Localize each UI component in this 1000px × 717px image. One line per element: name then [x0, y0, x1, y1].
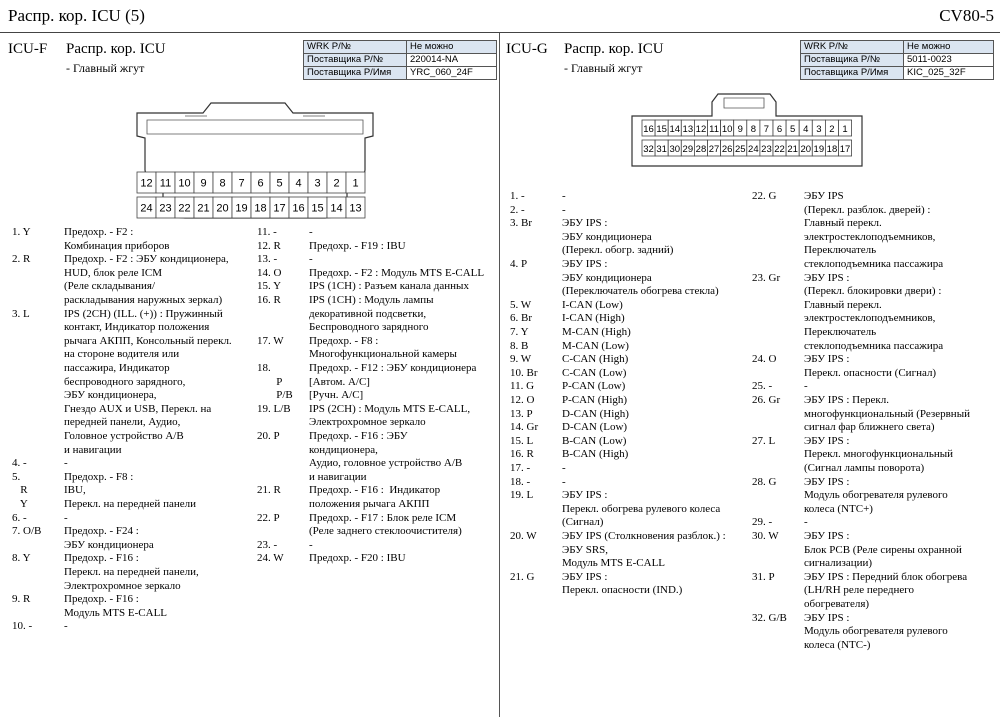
pin-description: Предохр. - F20 : IBU: [309, 552, 406, 565]
connector-title: Распр. кор. ICU: [66, 41, 166, 57]
connector-diagram: [630, 88, 865, 168]
pin-label: 19. L: [510, 489, 534, 502]
pin-description: C-CAN (High): [562, 353, 629, 366]
pin-description: B-CAN (High): [562, 448, 629, 461]
pin-description: IPS (2CH) : Модуль MTS E-CALL, Электрохромное зеркало: [309, 402, 471, 429]
pin-description: ЭБУ IPS (Перекл. разблок. дверей) : Главный перекл. электростеклоподъемников, Переключатель стеклоподъемника пассажира: [804, 190, 944, 270]
pin-number: 2: [829, 124, 835, 135]
pin-label: 22. G: [752, 190, 777, 202]
pin-label: 13. -: [257, 253, 278, 266]
info-key: WRK P/№: [801, 41, 904, 54]
pin-number: 22: [178, 202, 191, 215]
pin-description: Перекл. на передней панели: [64, 498, 196, 510]
pin-number: 18: [254, 202, 267, 215]
pin-number: 21: [197, 202, 210, 215]
pin-number: 24: [748, 144, 759, 155]
pin-description: ЭБУ IPS : (Перекл. блокировки двери) : Главный перекл. электростеклоподъемников, Переключатель стеклоподъемника пассажира: [804, 271, 944, 352]
pin-description: -: [64, 457, 68, 470]
pin-description: Предохр. - F16 : ЭБУ кондиционера, Аудио, головное устройство A/B и навигации: [309, 430, 463, 483]
pin-number: 1: [842, 124, 848, 135]
pin-number: 14: [669, 124, 681, 135]
pin-description: P-CAN (Low): [562, 380, 626, 393]
pin-description: Предохр. - F24 : ЭБУ кондиционера: [64, 525, 154, 551]
pin-description: I-CAN (Low): [562, 298, 623, 311]
pin-description: -: [562, 203, 566, 216]
pin-description: ЭБУ IPS : Передний блок обогрева (LH/RH реле переднего обогревателя): [804, 570, 968, 610]
pin-label: 25. -: [752, 380, 773, 393]
info-value: Не можно: [407, 41, 497, 54]
pin-number: 10: [721, 124, 733, 135]
page-title: Распр. кор. ICU (5): [8, 6, 145, 25]
pin-label: 4. -: [12, 457, 27, 470]
info-value: 5011-0023: [904, 54, 994, 67]
pin-description: ЭБУ IPS (Столкновения разблок.) : ЭБУ SRS, Модуль MTS E-CALL: [562, 530, 726, 570]
pin-description: ЭБУ IPS : Модуль обогревателя рулевого колеса (NTC+): [804, 475, 948, 515]
pin-number: 13: [682, 124, 694, 135]
pin-description: Предохр. - F8 :: [64, 470, 134, 483]
pin-description: Предохр. - F2 : ЭБУ кондиционера, HUD, блок реле ICM (Реле складывания/ раскладывания наружных зеркал): [64, 253, 229, 306]
pin-number: 23: [761, 144, 772, 155]
pin-number: 23: [159, 202, 172, 215]
pin-description: C-CAN (Low): [562, 366, 627, 379]
pin-label: 21. R: [257, 484, 281, 497]
pin-description: B-CAN (Low): [562, 434, 627, 447]
pin-number: 13: [349, 202, 362, 215]
pin-number: 19: [813, 144, 825, 155]
pin-number: 5: [276, 177, 283, 190]
pin-description: -: [64, 511, 68, 524]
info-value: 220014-NA: [407, 54, 497, 67]
pin-number: 11: [709, 124, 719, 135]
pin-label: 7. Y: [510, 326, 529, 338]
pin-description: -: [804, 380, 808, 393]
pin-number: 20: [800, 144, 812, 155]
pin-label: 10. -: [12, 620, 33, 633]
pin-description: Предохр. - F2 : Комбинация приборов: [64, 226, 170, 252]
pin-number: 5: [790, 124, 796, 135]
pin-description: Предохр. - F16 : Модуль MTS E-CALL: [64, 593, 168, 619]
page-code: CV80-5: [939, 6, 994, 25]
info-value: Не можно: [904, 41, 994, 54]
pin-description: ЭБУ IPS : Перекл. обогрева рулевого колеса (Сигнал): [562, 489, 721, 529]
panel-icu-f: [0, 33, 499, 717]
pin-description: ЭБУ IPS : Перекл. многофункциональный (Резервный сигнал фар ближнего света): [804, 394, 970, 434]
page-header: [0, 0, 1000, 33]
pin-number: 12: [140, 177, 153, 190]
pin-number: 25: [734, 144, 746, 155]
pin-description: ЭБУ IPS : Перекл. многофункциональный (Сигнал лампы поворота): [804, 434, 954, 474]
pin-description: Предохр. - F2 : Модуль MTS E-CALL: [309, 266, 485, 279]
pin-label: 20. P: [257, 430, 280, 442]
pin-description: IPS (2CH) (ILL. (+)) : Пружинный контакт, Индикатор положения рычага АКПП, Консольный перекл. на стороне водителя или пассажира, Индикатор беспроводного зарядного, ЭБУ кондиционера, Гнездо AUX и USB, Перекл. на передней панели, Аудио, Головное устройство A/B и навигации: [64, 307, 232, 456]
pin-label: 4. P: [510, 258, 528, 270]
pin-number: 9: [737, 124, 743, 135]
pin-label: 16. R: [510, 448, 534, 461]
pin-description: -: [562, 190, 566, 202]
pin-description: -: [309, 226, 313, 238]
pin-label: 8. Y: [12, 552, 31, 565]
pin-number: 16: [292, 202, 305, 215]
pin-number: 24: [140, 202, 153, 215]
pin-number: 3: [314, 177, 321, 190]
pin-label: 29. -: [752, 516, 773, 529]
info-value: KIC_025_32F: [904, 67, 994, 80]
pin-description: Предохр. - F19 : IBU: [309, 239, 406, 252]
pin-description: IPS (1CH) : Разъем канала данных: [309, 280, 469, 293]
pin-label: 11. G: [510, 380, 535, 393]
info-key: Поставщика P/Имя: [304, 67, 407, 80]
pin-description: M-CAN (Low): [562, 339, 629, 352]
pin-description: D-CAN (Low): [562, 421, 628, 434]
pin-description: [Ручн. A/C]: [309, 389, 364, 402]
pin-description: -: [562, 462, 566, 474]
pin-label: 15. Y: [257, 280, 282, 293]
pin-number: 31: [656, 144, 667, 155]
pin-label: 30. W: [752, 530, 779, 542]
pin-description: Предохр. - F17 : Блок реле ICM (Реле заднего стеклоочистителя): [309, 511, 462, 538]
info-value: YRC_060_24F: [407, 67, 497, 80]
pin-label: 9. R: [12, 593, 31, 606]
connector-title: Распр. кор. ICU: [564, 41, 664, 57]
connector-diagram: [125, 98, 385, 223]
pin-label: 14. Gr: [510, 421, 539, 434]
pin-label: 1. Y: [12, 226, 31, 238]
pin-number: 4: [295, 177, 302, 190]
pin-description: IBU,: [64, 484, 86, 497]
pin-number: 21: [787, 144, 798, 155]
pin-label: 11. -: [257, 226, 277, 238]
pin-description: ЭБУ IPS : Блок PCB (Реле сирены охранной сигнализации): [804, 530, 962, 570]
pin-label: 26. Gr: [752, 394, 781, 406]
pin-label: 19. L/B: [257, 402, 291, 415]
pin-label: 32. G/B: [752, 611, 787, 624]
pin-description: -: [64, 620, 68, 633]
pin-label: 27. L: [752, 434, 776, 447]
pin-number: 10: [178, 177, 191, 190]
pin-number: 27: [708, 144, 720, 155]
pin-description: -: [562, 475, 566, 488]
pin-description: Предохр. - F16 : Перекл. на передней панели, Электрохромное зеркало: [64, 552, 199, 592]
pin-number: 17: [273, 202, 286, 215]
info-key: Поставщика P/№: [801, 54, 904, 67]
pin-label: 2. -: [510, 203, 525, 216]
pin-label: 16. R: [257, 294, 281, 306]
pin-label: 3. L: [12, 307, 30, 320]
pin-label: 31. P: [752, 570, 775, 583]
pin-description: -: [309, 253, 313, 266]
pin-number: 30: [669, 144, 681, 155]
pin-label: 22. P: [257, 511, 280, 524]
pin-description: Предохр. - F16 : Индикатор положения рычага АКПП: [309, 484, 441, 510]
pin-label: 18. -: [510, 475, 531, 488]
pin-label: 12. R: [257, 239, 281, 252]
pin-number: 18: [826, 144, 838, 155]
pin-description: ЭБУ IPS : Перекл. опасности (Сигнал): [804, 353, 937, 379]
pin-label: 12. O: [510, 394, 535, 406]
pin-description: Предохр. - F8 : Многофункциональной камеры: [309, 334, 457, 361]
pin-description: Предохр. - F12 : ЭБУ кондиционера: [309, 362, 477, 374]
pin-label: 14. O: [257, 266, 282, 279]
pin-number: 16: [643, 124, 654, 135]
connector-id: ICU-F: [8, 41, 48, 57]
pin-number: 3: [816, 124, 822, 135]
pin-label: 24. W: [257, 552, 284, 565]
pin-number: 8: [750, 124, 756, 135]
pin-description: -: [309, 538, 313, 551]
pin-number: 9: [200, 177, 207, 190]
pin-description: -: [804, 516, 808, 529]
pin-label: 7. O/B: [12, 525, 42, 538]
pin-label: 3. Br: [510, 217, 532, 230]
pin-label: 20. W: [510, 530, 537, 542]
pin-description: D-CAN (High): [562, 407, 629, 420]
pin-number: 17: [839, 144, 851, 155]
pin-label: 2. R: [12, 253, 31, 266]
pin-label: 9. W: [510, 353, 532, 366]
pin-number: 26: [721, 144, 733, 155]
pin-description: ЭБУ IPS : Модуль обогревателя рулевого колеса (NTC-): [804, 611, 948, 651]
pin-number: 6: [257, 177, 264, 190]
pin-description: P-CAN (High): [562, 394, 628, 406]
pin-label: 13. P: [510, 407, 533, 420]
pin-label: P: [257, 375, 283, 388]
pin-number: 11: [159, 177, 172, 190]
pin-number: 7: [238, 177, 245, 190]
pin-label: 6. Br: [510, 312, 532, 325]
pin-number: 28: [695, 144, 707, 155]
pin-label: 10. Br: [510, 366, 538, 379]
pin-number: 2: [333, 177, 340, 190]
pin-number: 32: [643, 144, 654, 155]
pin-number: 8: [219, 177, 226, 190]
pin-number: 19: [235, 202, 248, 215]
pin-label: R: [12, 484, 28, 497]
connector-subtitle: - Главный жгут: [564, 61, 643, 75]
pin-number: 6: [776, 124, 783, 135]
pin-description: [Автом. A/C]: [309, 375, 370, 388]
pin-label: 18.: [257, 362, 271, 374]
pin-label: 23. -: [257, 538, 278, 551]
pin-description: ЭБУ IPS : ЭБУ кондиционера (Переключатель обогрева стекла): [562, 258, 719, 298]
connector-subtitle: - Главный жгут: [66, 61, 145, 75]
info-key: Поставщика P/№: [304, 54, 407, 67]
pin-number: 22: [774, 144, 785, 155]
pin-label: 1. -: [510, 190, 525, 202]
part-info-table: [800, 40, 994, 80]
pin-label: 17. -: [510, 462, 531, 474]
pin-label: 24. O: [752, 353, 777, 366]
pin-description: ЭБУ IPS : Перекл. опасности (IND.): [562, 570, 683, 597]
part-info-table: [303, 40, 497, 80]
pin-label: 15. L: [510, 434, 534, 447]
pin-label: 5. W: [510, 298, 532, 311]
pin-label: 23. Gr: [752, 271, 781, 284]
pin-label: 5.: [12, 470, 21, 483]
pin-number: 14: [330, 202, 343, 215]
pin-number: 7: [763, 124, 770, 135]
info-key: WRK P/№: [304, 41, 407, 54]
info-key: Поставщика P/Имя: [801, 67, 904, 80]
pin-number: 29: [682, 144, 694, 155]
pin-label: Y: [12, 498, 28, 510]
pin-number: 4: [803, 124, 809, 135]
pin-description: M-CAN (High): [562, 326, 631, 338]
pin-label: 6. -: [12, 511, 27, 524]
pin-label: 8. B: [510, 339, 529, 352]
pin-label: 17. W: [257, 334, 284, 347]
connector-id: ICU-G: [506, 41, 548, 57]
panel-icu-g: [500, 33, 1000, 717]
pin-description: IPS (1CH) : Модуль лампы декоративной подсветки, Беспроводного зарядного: [309, 294, 434, 334]
pin-label: P/B: [257, 389, 293, 402]
pin-number: 12: [695, 124, 707, 135]
pin-number: 15: [311, 202, 324, 215]
pin-number: 20: [216, 202, 229, 215]
pin-description: I-CAN (High): [562, 312, 625, 325]
pin-number: 1: [352, 177, 359, 190]
pin-description: ЭБУ IPS : ЭБУ кондиционера (Перекл. обогр. задний): [562, 217, 674, 257]
pin-number: 15: [656, 124, 667, 135]
pin-label: 28. G: [752, 475, 777, 488]
pin-label: 21. G: [510, 570, 535, 583]
